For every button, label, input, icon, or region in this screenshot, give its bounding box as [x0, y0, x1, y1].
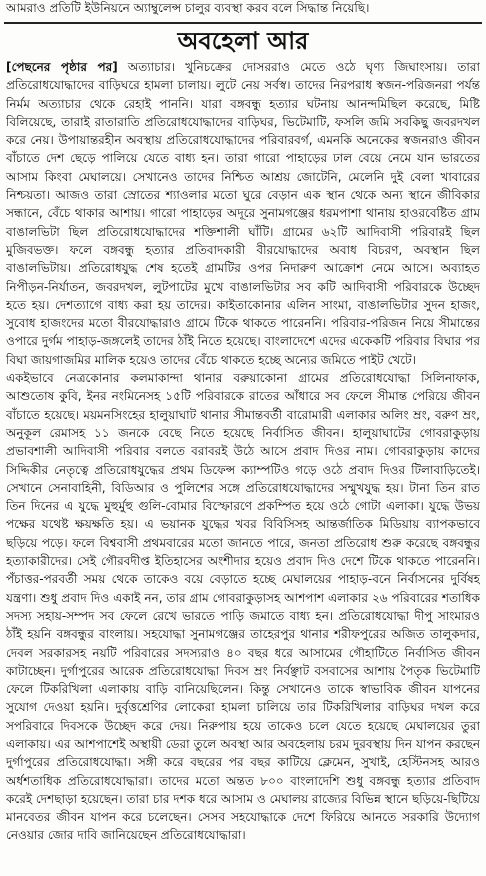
previous-column-tail: আমরাও প্রতিটি ইউনিয়নে অ্যাম্বুলেন্স চালুর ব্যবস্থা করব বলে সিদ্ধান্ত নিয়েছি।: [6, 1, 370, 15]
article-body: [6, 58, 480, 872]
article-headline: অবহেলা আর: [177, 27, 309, 55]
column-divider: [4, 22, 482, 24]
article-paragraph: [6, 58, 480, 369]
article-paragraph: একইভাবে নেত্রকোনার কলমাকান্দা থানার বরুয়াকোনা গ্রামের প্রতিরোধযোদ্ধা সিলিনাফাক, আশুতোষ কুবি, ইনর নংমিনেসহ ১৫টি পরিবারকে রাতের আঁধারে সব ফেলে সীমান্ত পেরিয়ে জীবন বাঁচাতে হয়েছে। ময়মনসিংহের হালুয়াঘাট থানার সীমান্তবর্তী বারোমারী এলাকার অলিং ম্রং, বরুণ ম্রং, অনুকূল রেমাসহ ১১ জনকে বেছে নিতে হয়েছে নির্বাসিত জীবন। হালুয়াঘাটের গোবরাকুড়ায় প্রভাবশালী আদিবাসী পরিবার বলতে বরাবরই উঠে আসে প্রবাদ দিওর নাম। গোবরাকুড়ায় কাদের সিদ্দিকীর নেতৃত্বে প্রতিরোধযুদ্ধের প্রথম ডিফেন্স ক্যাম্পটিও গড়ে ওঠে প্রবাদ দিওর টিলাবাড়িতেই। সেখানে সেনাবাহিনী, বিডিআর ও পুলিশের সঙ্গে প্রতিরোধযোদ্ধাদের সম্মুখযুদ্ধ হয়। টানা তিন রাত তিন দিনের এ যুদ্ধে মুহুর্মুহু গুলি-বোমার বিস্ফোরণে প্রকম্পিত হয়ে ওঠে গোটা এলাকা। যুদ্ধে উভয় পক্ষের যথেষ্ট ক্ষয়ক্ষতি হয়। এ ভয়ানক যুদ্ধের খবর বিবিসিসহ আন্তর্জাতিক মিডিয়ায় ব্যাপকভাবে ছড়িয়ে পড়ে। ফলে বিশ্ববাসী প্রথমবারের মতো জানতে পারে, জনতা প্রতিরোধ শুরু করেছে বঙ্গবন্ধুর হত্যাকারীদের। সেই গৌরবদীপ্ত ইতিহাসের অংশীদার হয়েও প্রবাদ দিও দেশে টিকে থাকতে পারেননি। পঁচাত্তর-পরবর্তী সময় থেকে তাকেও বয়ে বেড়াতে হচ্ছে মেঘালয়ের পাহাড়-বনে নির্বাসনের দুর্বিষহ যন্ত্রণা। শুধু প্রবাদ দিও একাই নন, তার গ্রাম গোবরাকুড়াসহ আশপাশ এলাকার ২৬ পরিবারের শতাধিক সদস্য সহায়-সম্পদ সব ফেলে রেখে ভারতে পাড়ি জমাতে বাধ্য হন। প্রতিরোধযোদ্ধা দীপু সাংমারও ঠাঁই হয়নি বঙ্গবন্ধুর বাংলায়। সহযোদ্ধা সুনামগঞ্জের তাহেরপুর থানার শরীফপুরের অজিত তালুকদার, দেবল সরকারসহ নয়টি পরিবারের সদস্যরাও ৪০ বছর ধরে আসামের গৌহাটিতে নির্বাসিত জীবন কাটাচ্ছেন। দুর্গাপুরের আরেক প্রতিরোধযোদ্ধা দিবস ম্রং নির্বঞ্ছাট বসবাসের আশায় পৈতৃক ভিটেমাটি ফেলে টিকরিখিলা এলাকায় বাড়ি বানিয়েছিলেন। কিন্তু সেখানেও তাকে স্বাভাবিক জীবন যাপনের সুযোগ দেওয়া হয়নি। দুর্বৃত্তশ্রেণির লোকেরা হামলা চালিয়ে তার টিকরিখিলার বাড়িঘর দখল করে সপরিবারে দিবসকে উচ্ছেদ করে দেয়। নিরুপায় হয়ে তাকেও চলে যেতে হয়েছে মেঘালয়ের তুরা এলাকায়। এর আশপাশেই অস্থায়ী ডেরা তুলে অবস্থা আর অবহেলায় চরম দুরবস্থায় দিন যাপন করছেন দুর্গাপুরের প্রতিরোধযোদ্ধা। সঙ্গী করে বছরের পর বছর কাটিয়ে ক্লেমেন, সুখাই, হেস্টিনসহ আরও অর্ধশতাধিক প্রতিরোধযোদ্ধারা। তাদের মতো অন্তত ৮০০ বাংলাদেশি শুধু বঙ্গবন্ধু হত্যার প্রতিবাদ করেই দেশছাড়া হয়েছেন। তারা চার দশক ধরে আসাম ও মেঘালয় রাজ্যের বিভিন্ন স্থানে ছড়িয়ে-ছিটিয়ে মানবেতর জীবন যাপন করে চলেছেন। সেসব সহযোদ্ধাকে দেশে ফিরিয়ে আনতে সরকারি উদ্যোগ নেওয়ার জোর দাবি জানিয়েছেন প্রতিরোধযোদ্ধারা।: [6, 371, 480, 843]
continued-from-tag: [পেছনের পৃষ্ঠার পর]: [6, 60, 118, 74]
paragraph-text: অত্যাচার। খুনিচক্রের দোসররাও মেতে ওঠে ঘৃণ্য জিঘাংসায়। তারা প্রতিরোধযোদ্ধাদের বাড়িঘরে হামলা চালায়। লুটে নেয় সর্বস্ব। তাদের নিরপরাধ স্বজন-পরিজনরা পর্যন্ত নির্মম অত্যাচার থেকে রেহাই পাননি। যারা বঙ্গবন্ধু হত্যার ঘটনায় আনন্দমিছিল করেছে, মিষ্টি বিলিয়েছে, তারাই রাতারাতি প্রতিরোধযোদ্ধাদের বাড়িঘর, ভিটেমাটি, ফসলি জমি সবকিছু জবরদখল করে নেয়। উপায়ান্তরহীন অবস্থায় প্রতিরোধযোদ্ধাদের পরিবারবর্গ, এমনকি অনেকের স্বজনরাও জীবন বাঁচাতে দেশ ছেড়ে পালিয়ে যেতে বাধ্য হন। তারা গারো পাহাড়ের ঢাল বেয়ে নেমে যান ভারতের আসাম কিংবা মেঘালয়ে। সেখানেও তাদের নিশ্চিত আশ্রয় জোটেনি, মেলেনি দুই বেলা খাবারের নিশ্চয়তা। আজও তারা স্রোতের শ্যাওলার মতো ঘুরে বেড়ান এক স্থান থেকে অন্য স্থানে জীবিকার সন্ধানে, বেঁচে থাকার আশায়। গারো পাহাড়ের অদূরে সুনামগঞ্জের ধরমপাশা থানায় হাওরবেষ্টিত গ্রাম বাঙালভিটা ছিল প্রতিরোধযোদ্ধাদের শক্তিশালী ঘাঁটি। গ্রামের ৬২টি আদিবাসী পরিবারই ছিল মুজিবভক্ত। ফলে বঙ্গবন্ধু হত্যার প্রতিবাদকারী বীরযোদ্ধাদের অবাধ বিচরণ, অবস্থান ছিল বাঙালভিটায়। প্রতিরোধযুদ্ধ শেষ হতেই গ্রামটির ওপর নিদারুণ আক্রোশ নেমে আসে। অব্যাহত নিপীড়ন-নির্যাতন, জবরদখল, লুটপাটের মুখে বাঙালভিটার সব কটি আদিবাসী পরিবারকে উচ্ছেদ হতে হয়। দেশত্যাগে বাধ্য করা হয় তাদের। কাইতাকোনার এলিন সাংমা, বাঙালভিটার সুদন হাজং, সুবোধ হাজংদের মতো বীরযোদ্ধারাও গ্রামে টিকে থাকতে পারেননি। পরিবার-পরিজন নিয়ে সীমান্তের ওপারে দুর্গম পাহাড়-জঙ্গলেই তাদের ঠাঁই নিতে হয়েছে। বাংলাদেশে এদের একেকটি পরিবার বিঘার পর বিঘা জায়গাজমির মালিক হয়েও তাদের বেঁচে থাকতে হচ্ছে অন্যের জমিতে পাইট খেটে।: [6, 60, 480, 367]
